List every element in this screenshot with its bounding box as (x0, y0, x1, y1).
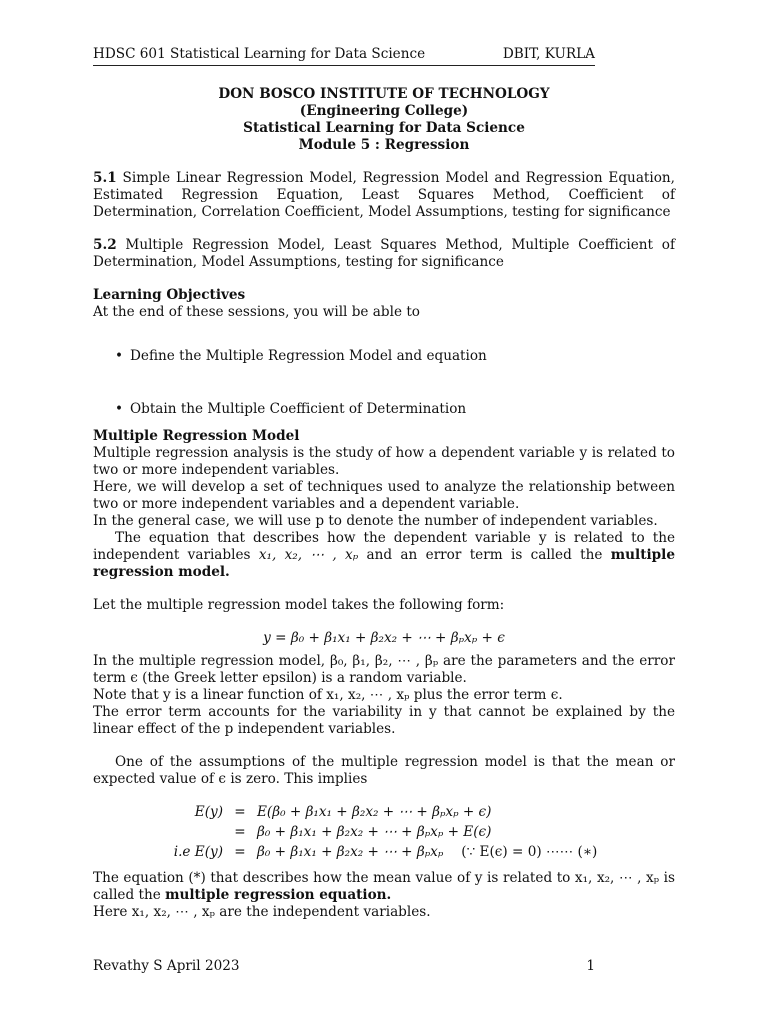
page-footer (93, 958, 595, 975)
equation-row (143, 842, 675, 862)
equation-lhs: i.e E(y) (173, 843, 223, 860)
mrm-paragraph-11: Here x₁, x₂, ⋯ , xₚ are the independent variables. (93, 904, 431, 920)
section-5-1-text: Simple Linear Regression Model, Regression Model and Regression Equation, Estimated Regression Equation, Least Squares Method, Coefficient of Determination, Correlation Coefficient, Model Assumptions, testing for significance (93, 170, 675, 220)
regression-model-equation: y = β₀ + β₁x₁ + β₂x₂ + ⋯ + βₚxₚ + ϵ (263, 630, 505, 646)
title-institute: DON BOSCO INSTITUTE OF TECHNOLOGY (218, 86, 550, 102)
mrm-paragraph-1: Multiple regression analysis is the study of how a dependent variable y is related to two or more independent variables. (93, 445, 675, 478)
equation-operator: = (234, 823, 246, 840)
equation-row (143, 802, 675, 822)
mrm-paragraph-5: Let the multiple regression model takes the following form: (93, 597, 505, 613)
equation-row (143, 822, 675, 842)
objective-text: Define the Multiple Regression Model and equation (130, 348, 487, 364)
objectives-list (93, 348, 675, 418)
title-college: (Engineering College) (299, 103, 469, 119)
mrm-paragraph-9: One of the assumptions of the multiple regression model is that the mean or expected value of ϵ is zero. This implies (93, 754, 675, 787)
page-number: 1 (586, 958, 595, 974)
mrm-paragraph-4-start: The equation that describes how the dependent variable y is related to the independent variables (93, 530, 675, 563)
objective-text: Obtain the Multiple Coefficient of Determination (130, 401, 467, 417)
section-5-1-number: 5.1 (93, 170, 117, 186)
equation-operator: = (234, 843, 246, 860)
equation-rhs: β₀ + β₁x₁ + β₂x₂ + ⋯ + βₚxₚ (257, 843, 444, 860)
mrm-paragraph-4-vars: x₁, x₂, ⋯ , xₚ (258, 547, 359, 563)
mrm-paragraph-4 (93, 530, 675, 581)
section-5-2-number: 5.2 (93, 237, 117, 253)
mrm-paragraph-4-mid: and an error term is called the (366, 547, 603, 563)
equation-note: (∵ E(ϵ) = 0) ⋯⋯ (∗) (461, 843, 598, 860)
equation-operator: = (234, 803, 246, 820)
bullet-icon: • (115, 401, 124, 417)
mrm-paragraph-4-term: multiple regression model. (93, 547, 675, 580)
page-content (93, 86, 675, 921)
equation-rhs: E(β₀ + β₁x₁ + β₂x₂ + ⋯ + βₚxₚ + ϵ) (257, 803, 492, 820)
expectation-equation-array (143, 802, 675, 862)
mrm-paragraph-10 (93, 870, 675, 904)
running-header (93, 46, 595, 66)
objectives-heading: Learning Objectives (93, 287, 246, 303)
section-5-2-text: Multiple Regression Model, Least Squares Method, Multiple Coefficient of Determination, Model Assumptions, testing for significance (93, 237, 675, 270)
mrm-paragraph-10-term: multiple regression equation. (165, 887, 392, 903)
mrm-paragraph-3: In the general case, we will use p to denote the number of independent variables. (93, 513, 658, 529)
bullet-icon: • (115, 348, 124, 364)
section-5-1 (93, 170, 675, 221)
title-block (93, 86, 675, 154)
objectives-intro: At the end of these sessions, you will be able to (93, 304, 420, 320)
mrm-paragraph-7: Note that y is a linear function of x₁, x₂, ⋯ , xₚ plus the error term ϵ. (93, 687, 563, 703)
equation-rhs: β₀ + β₁x₁ + β₂x₂ + ⋯ + βₚxₚ + E(ϵ) (257, 823, 492, 840)
mrm-paragraph-10-text: The equation (*) that describes how the mean value of y is related to x₁, x₂, ⋯ , xₚ is called the (93, 870, 675, 903)
header-course: HDSC 601 Statistical Learning for Data Science (93, 46, 426, 62)
section-5-2 (93, 237, 675, 271)
mrm-paragraph-6: In the multiple regression model, β₀, β₁, β₂, ⋯ , βₚ are the parameters and the error term ϵ (the Greek letter epsilon) is a random variable. (93, 653, 675, 686)
title-course: Statistical Learning for Data Science (243, 120, 525, 136)
list-item (93, 401, 675, 418)
mrm-paragraph-2: Here, we will develop a set of techniques used to analyze the relationship between two or more independent variables and a dependent variable. (93, 479, 675, 512)
mrm-paragraph-8: The error term accounts for the variability in y that cannot be explained by the linear effect of the p independent variables. (93, 704, 675, 737)
equation-lhs: E(y) (194, 803, 223, 820)
footer-author-date: Revathy S April 2023 (93, 958, 240, 974)
header-institute: DBIT, KURLA (502, 46, 595, 62)
list-item (93, 348, 675, 365)
title-module: Module 5 : Regression (298, 137, 470, 153)
mrm-heading: Multiple Regression Model (93, 428, 300, 444)
